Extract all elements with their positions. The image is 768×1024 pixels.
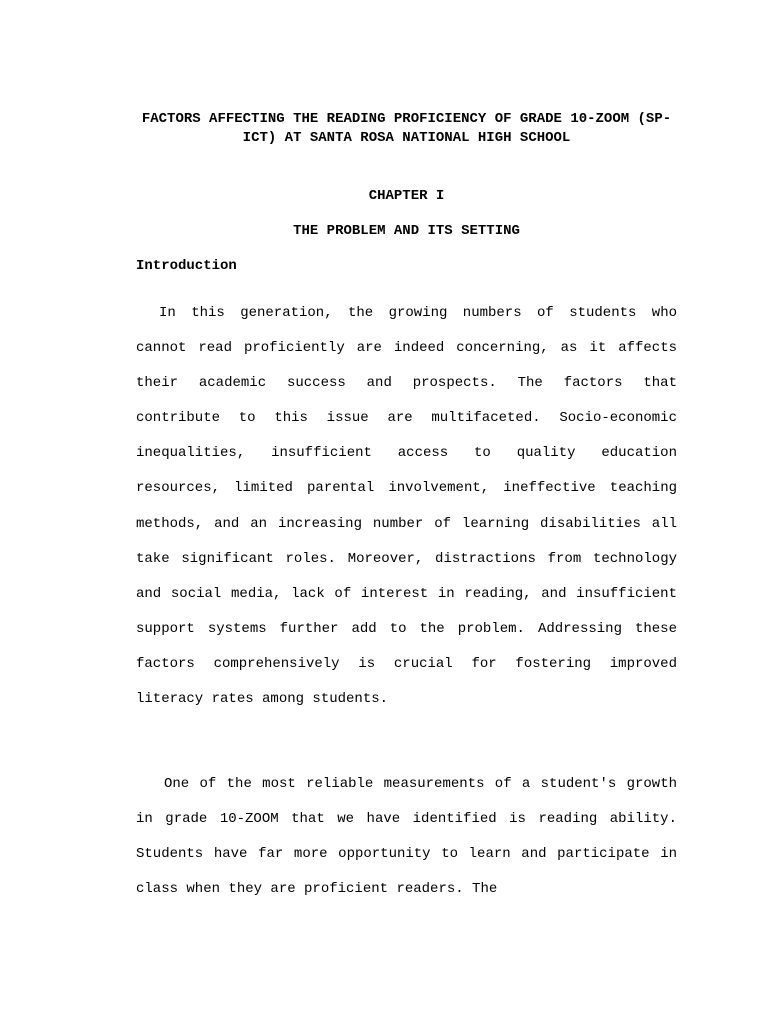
section-heading: Introduction [136,258,237,274]
body-paragraph: In this generation, the growing numbers of students who cannot read proficiently are indeed concerning, as it affects their academic success and prospects. The factors that contribute to this issue are multifaceted. Socio-economic inequalities, insufficient access to quality education resources, limited parental involvement, ineffective teaching methods, and an increasing number of learning disabilities all take significant roles. Moreover, distractions from technology and social media, lack of interest in reading, and insufficient support systems further add to the problem. Addressing these factors comprehensively is crucial for fostering improved literacy rates among students. [136,305,677,708]
document-title: FACTORS AFFECTING THE READING PROFICIENCY OF GRADE 10-ZOOM (SP-ICT) AT SANTA ROSA NATIONAL HIGH SCHOOL [141,111,672,146]
body-paragraph: One of the most reliable measurements of a student's growth in grade 10-ZOOM that we have identified is reading ability. Students have far more opportunity to learn and participate in class when they are proficient readers. The [136,776,677,898]
chapter-title: THE PROBLEM AND ITS SETTING [293,223,520,239]
chapter-number: CHAPTER I [368,188,445,204]
